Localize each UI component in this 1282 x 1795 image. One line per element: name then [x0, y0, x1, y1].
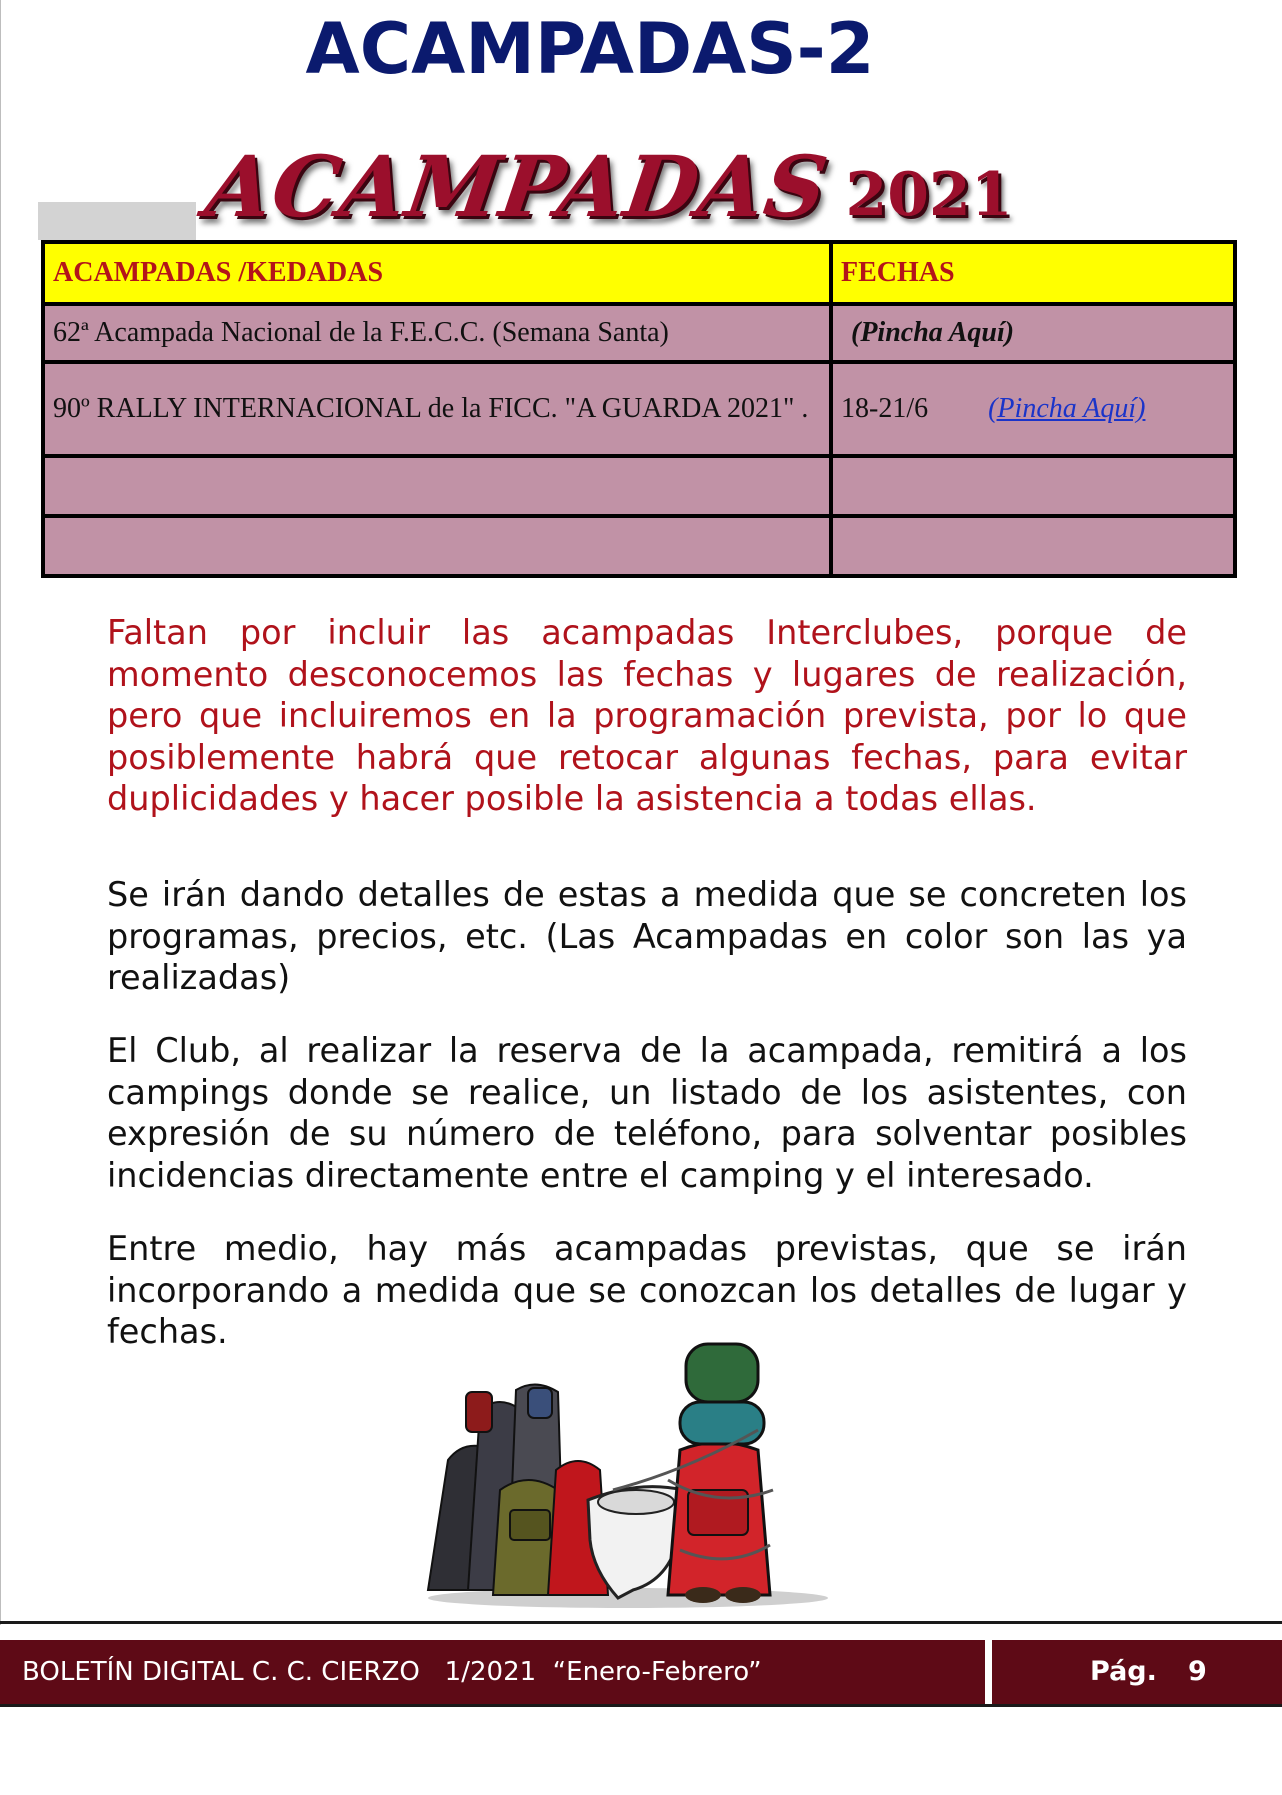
event-date-cell	[831, 304, 1235, 362]
footer-page-box	[992, 1640, 1282, 1704]
footer-publication: BOLETÍN DIGITAL C. C. CIERZO 1/2021 “Enero-Febrero”	[0, 1640, 985, 1704]
event-name: 90º RALLY INTERNACIONAL de la FICC. "A GUARDA 2021" .	[43, 362, 831, 456]
paragraph-interclubes: Faltan por incluir las acampadas Interclubes, porque de momento desconocemos las fechas y lugares de realización, pero que incluiremos en la programación prevista, por lo que posiblemente habrá que retocar algunas fechas, para evitar duplicidades y hacer posible la asistencia a todas ellas.	[107, 613, 1187, 818]
page-title: ACAMPADAS-2	[305, 8, 875, 90]
banner-word: ACAMPADAS	[200, 137, 835, 236]
footer-top-rule	[0, 1621, 1282, 1624]
paragraph-detalles: Se irán dando detalles de estas a medida que se concreten los programas, precios, etc. (Las Acampadas en color son las ya realizadas)	[107, 875, 1187, 997]
event-name	[43, 516, 831, 576]
table-header-row	[43, 242, 1235, 304]
acampadas-banner	[200, 126, 1013, 236]
event-date	[831, 456, 1235, 516]
event-name: 62ª Acampada Nacional de la F.E.C.C. (Semana Santa)	[43, 304, 831, 362]
events-table	[41, 240, 1237, 578]
page-edge	[0, 0, 1, 1625]
paragraph-reserva: El Club, al realizar la reserva de la acampada, remitirá a los campings donde se realice, un listado de los asistentes, con expresión de su número de teléfono, para solventar posibles incidencias directamente entre el camping y el interesado.	[107, 1031, 1187, 1195]
page-number: 9	[1188, 1656, 1207, 1687]
event-date-cell	[831, 362, 1235, 456]
table-row	[43, 456, 1235, 516]
header-fechas: FECHAS	[831, 242, 1235, 304]
footer-bottom-rule	[0, 1704, 1282, 1707]
backpacks-illustration	[418, 1340, 838, 1608]
header-acampadas: ACAMPADAS /KEDADAS	[43, 242, 831, 304]
paragraph-entre-medio: Entre medio, hay más acampadas previstas, que se irán incorporando a medida que se conozcan los detalles de lugar y fechas.	[107, 1229, 1187, 1351]
table-row	[43, 304, 1235, 362]
pincha-aqui-link[interactable]: (Pincha Aquí)	[851, 317, 1015, 348]
event-name	[43, 456, 831, 516]
event-date: 18-21/6	[841, 393, 929, 424]
table-row	[43, 516, 1235, 576]
page-label: Pág.	[1090, 1656, 1157, 1687]
pincha-aqui-link[interactable]: (Pincha Aquí)	[988, 393, 1146, 424]
event-date	[831, 516, 1235, 576]
table-row	[43, 362, 1235, 456]
grey-tab-decoration	[38, 202, 196, 240]
banner-year: 2021	[845, 160, 1013, 230]
